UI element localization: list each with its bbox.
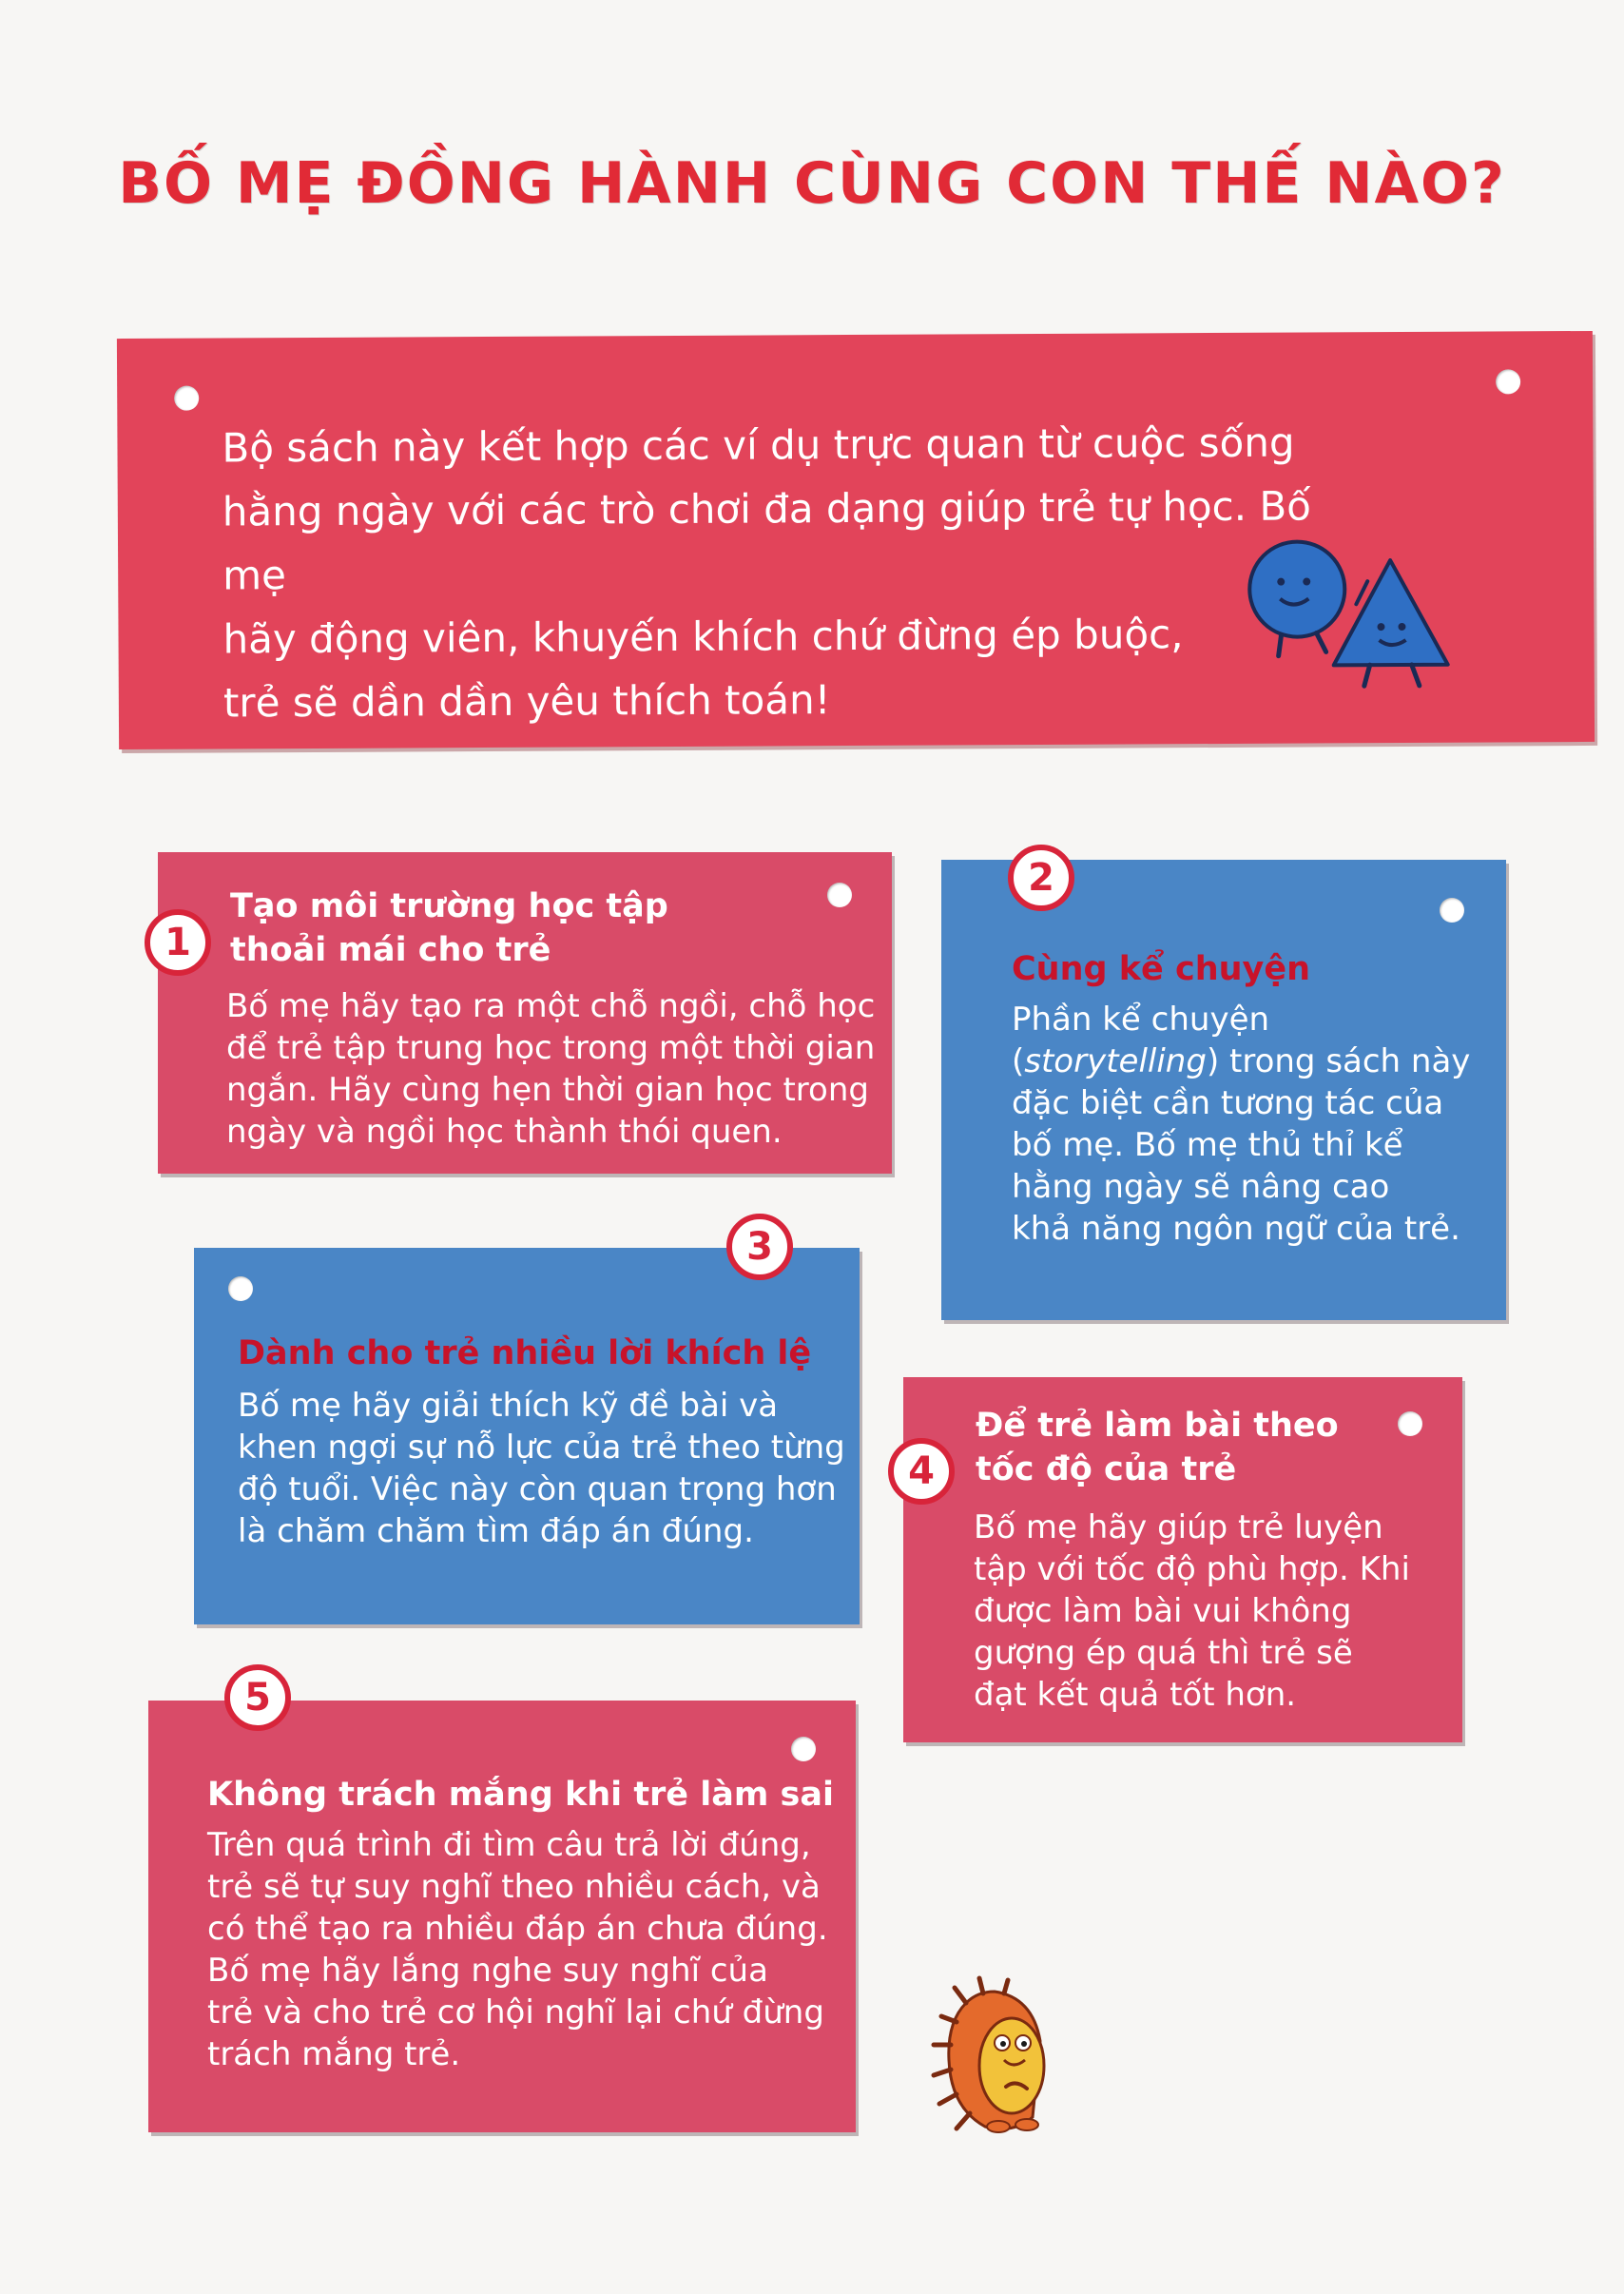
- card-body: [974, 1507, 1410, 1716]
- card-title-line: tốc độ của trẻ: [976, 1450, 1237, 1488]
- card-body-line: Bố mẹ hãy tạo ra một chỗ ngồi, chỗ học: [226, 987, 876, 1025]
- card-body-line: (storytelling) trong sách này: [1012, 1042, 1471, 1080]
- card-5: [148, 1701, 856, 2132]
- card-body-line: độ tuổi. Việc này còn quan trọng hơn: [238, 1470, 837, 1508]
- card-title: Không trách mắng khi trẻ làm sai: [207, 1776, 834, 1814]
- card-body-line: hằng ngày sẽ nâng cao: [1012, 1168, 1390, 1206]
- card-body-line: trách mắng trẻ.: [207, 2035, 461, 2073]
- card-title: Cùng kể chuyện: [1012, 950, 1311, 988]
- card-body-line: Phần kể chuyện: [1012, 1001, 1270, 1039]
- intro-line: trẻ sẽ dần dần yêu thích toán!: [222, 676, 831, 727]
- intro-text: [222, 410, 1364, 734]
- circle-triangle-illustration: [1238, 522, 1458, 694]
- card-body-line: tập với tốc độ phù hợp. Khi: [974, 1550, 1410, 1588]
- hole-decoration: [1398, 1411, 1422, 1436]
- storytelling-emphasis: storytelling: [1024, 1042, 1207, 1080]
- card-body-line: bố mẹ. Bố mẹ thủ thỉ kể: [1012, 1126, 1403, 1164]
- card-1: [158, 852, 892, 1174]
- card-title-line: Tạo môi trường học tập: [230, 887, 668, 925]
- card-body: [226, 985, 875, 1153]
- number-badge-2: 2: [1008, 845, 1074, 911]
- card-body-line: Bố mẹ hãy giải thích kỹ đề bài và: [238, 1387, 779, 1425]
- number-badge-3: 3: [726, 1214, 793, 1280]
- intro-line: hằng ngày với các trò chơi đa dạng giúp trẻ tự học. Bố mẹ: [222, 482, 1312, 599]
- card-body: [207, 1824, 828, 2075]
- page-title: BỐ MẸ ĐỒNG HÀNH CÙNG CON THẾ NÀO?: [118, 150, 1506, 217]
- card-body-line: có thể tạo ra nhiều đáp án chưa đúng.: [207, 1910, 828, 1948]
- hole-decoration: [1440, 898, 1464, 923]
- card-body-line: trẻ sẽ tự suy nghĩ theo nhiều cách, và: [207, 1868, 821, 1906]
- number-badge-5: 5: [224, 1664, 291, 1731]
- card-body-line: Bố mẹ hãy lắng nghe suy nghĩ của: [207, 1952, 768, 1990]
- intro-box: [117, 331, 1595, 749]
- card-body-line: là chăm chăm tìm đáp án đúng.: [238, 1512, 754, 1550]
- hole-decoration: [791, 1737, 816, 1761]
- card-title: [976, 1404, 1339, 1491]
- hedgehog-illustration: [928, 1974, 1071, 2136]
- card-body-line: ngắn. Hãy cùng hẹn thời gian học trong: [226, 1071, 869, 1109]
- intro-line: Bộ sách này kết hợp các ví dụ trực quan từ cuộc sống: [222, 418, 1295, 472]
- card-body-line: gượng ép quá thì trẻ sẽ: [974, 1634, 1353, 1672]
- number-badge-4: 4: [888, 1438, 955, 1505]
- card-body-line: Trên quá trình đi tìm câu trả lời đúng,: [207, 1826, 811, 1864]
- hole-decoration: [827, 883, 852, 907]
- hole-decoration: [1496, 369, 1520, 394]
- card-4: [903, 1377, 1462, 1742]
- card-body-line: khen ngợi sự nỗ lực của trẻ theo từng: [238, 1429, 845, 1467]
- hole-decoration: [174, 386, 199, 411]
- card-body-line: khả năng ngôn ngữ của trẻ.: [1012, 1210, 1460, 1248]
- card-body: [238, 1385, 845, 1552]
- card-title: [230, 885, 668, 972]
- intro-line: hãy động viên, khuyến khích chứ đừng ép buộc,: [222, 611, 1184, 663]
- card-2: [941, 860, 1506, 1320]
- card-body-line: đạt kết quả tốt hơn.: [974, 1676, 1297, 1714]
- hole-decoration: [228, 1276, 253, 1301]
- card-body-line: đặc biệt cần tương tác của: [1012, 1084, 1444, 1122]
- card-body-line: ngày và ngồi học thành thói quen.: [226, 1113, 783, 1151]
- card-3: [194, 1248, 860, 1624]
- card-body: [1012, 999, 1470, 1250]
- card-title: Dành cho trẻ nhiều lời khích lệ: [238, 1334, 812, 1372]
- card-title-line: thoải mái cho trẻ: [230, 931, 551, 969]
- card-title-line: Để trẻ làm bài theo: [976, 1407, 1339, 1445]
- card-body-line: để trẻ tập trung học trong một thời gian: [226, 1029, 876, 1067]
- card-body-line: được làm bài vui không: [974, 1592, 1352, 1630]
- number-badge-1: 1: [145, 909, 211, 976]
- card-body-line: trẻ và cho trẻ cơ hội nghĩ lại chứ đừng: [207, 1993, 824, 2032]
- card-body-line: Bố mẹ hãy giúp trẻ luyện: [974, 1508, 1383, 1546]
